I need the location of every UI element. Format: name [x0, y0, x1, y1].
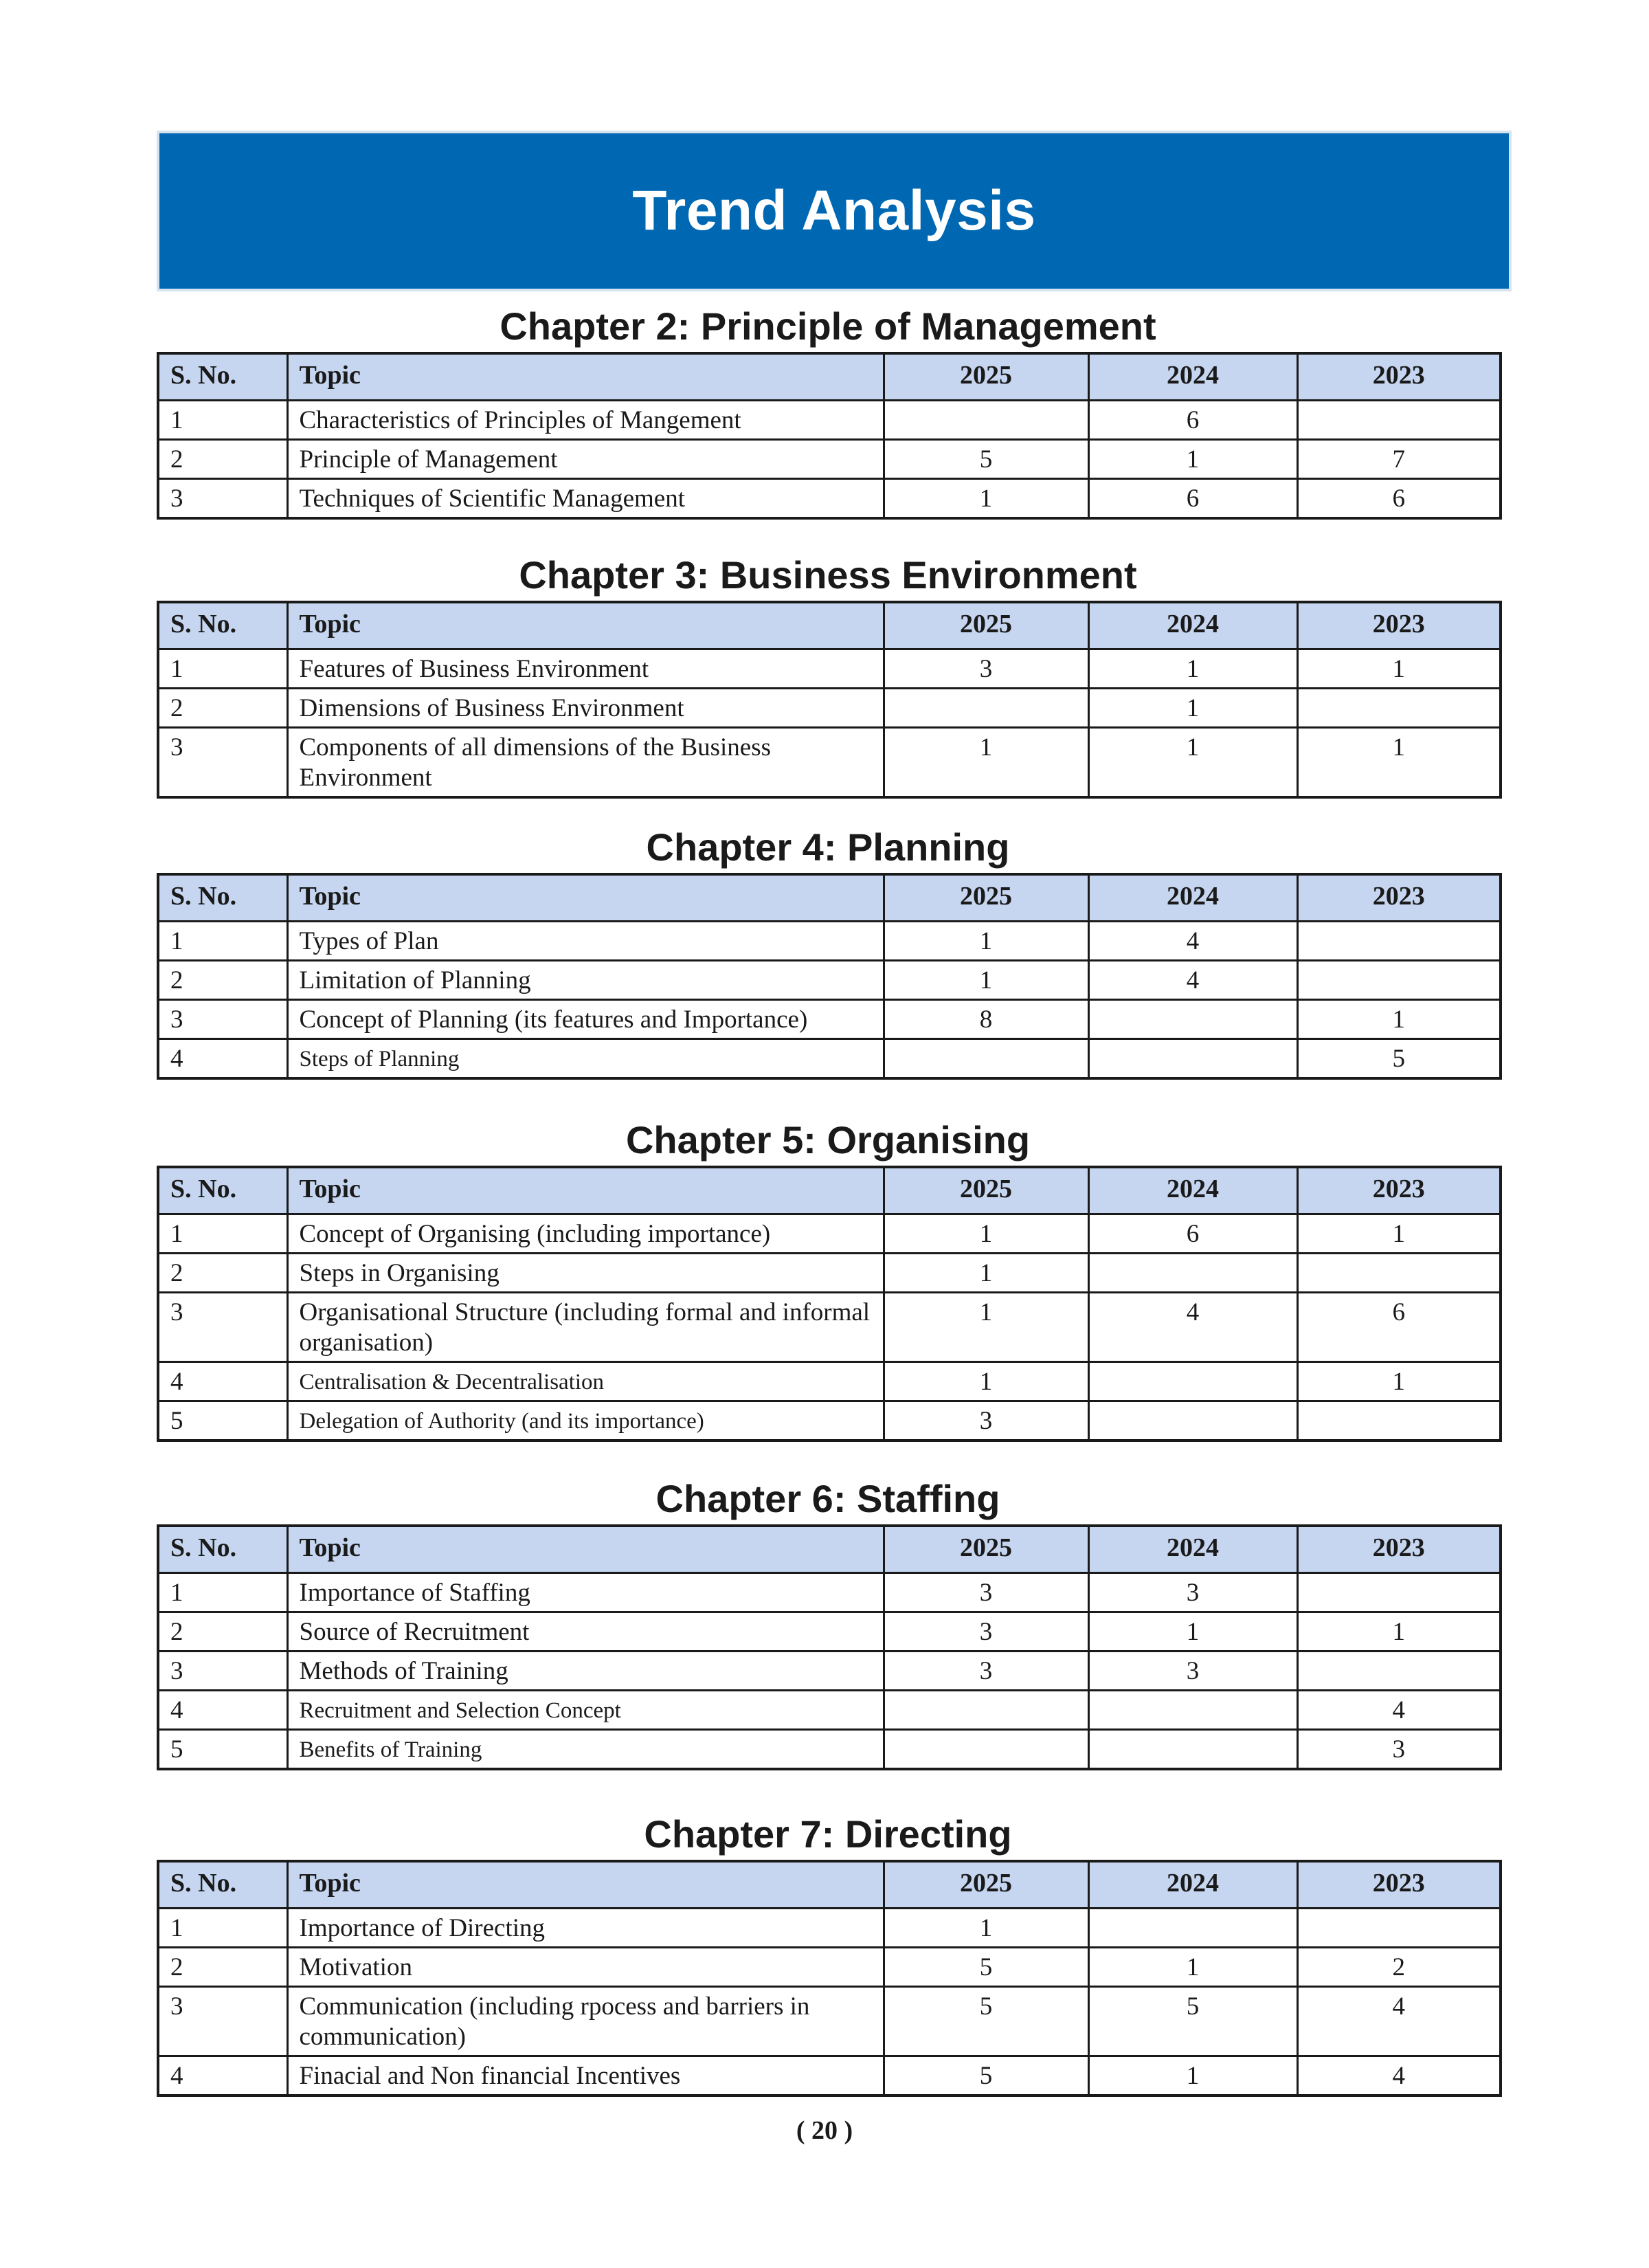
- trend-table: [157, 873, 1502, 1080]
- cell-2023: [1297, 960, 1501, 999]
- cell-sno: 1: [158, 649, 287, 688]
- header-sno: S. No.: [158, 602, 287, 649]
- cell-topic: Finacial and Non financial Incentives: [287, 2056, 884, 2095]
- cell-topic: Principle of Management: [287, 439, 884, 478]
- cell-2023: 2: [1297, 1947, 1501, 1986]
- header-topic: Topic: [287, 353, 884, 400]
- cell-2023: 1: [1297, 1361, 1501, 1401]
- header-2025: 2025: [884, 1167, 1088, 1214]
- table-header-row: [158, 353, 1501, 400]
- table-row: [158, 1651, 1501, 1690]
- header-sno: S. No.: [158, 353, 287, 400]
- table-header-row: [158, 874, 1501, 921]
- cell-2025: 5: [884, 2056, 1088, 2095]
- cell-2023: 1: [1297, 1612, 1501, 1651]
- cell-2023: 1: [1297, 649, 1501, 688]
- table-row: [158, 400, 1501, 439]
- header-2023: 2023: [1297, 1526, 1501, 1572]
- cell-2025: 5: [884, 1947, 1088, 1986]
- cell-sno: 2: [158, 960, 287, 999]
- table-row: [158, 1986, 1501, 2056]
- cell-sno: 1: [158, 400, 287, 439]
- trend-table: [157, 352, 1502, 520]
- header-sno: S. No.: [158, 1167, 287, 1214]
- header-2024: 2024: [1088, 1167, 1297, 1214]
- cell-topic: Limitation of Planning: [287, 960, 884, 999]
- cell-2024: 1: [1088, 439, 1297, 478]
- chapter-section: [157, 1115, 1499, 1442]
- table-row: [158, 1038, 1501, 1078]
- cell-2024: 4: [1088, 1292, 1297, 1361]
- header-sno: S. No.: [158, 1861, 287, 1908]
- cell-2024: [1088, 1038, 1297, 1078]
- cell-2025: 1: [884, 960, 1088, 999]
- cell-topic: Concept of Organising (including importance): [287, 1214, 884, 1253]
- cell-sno: 5: [158, 1729, 287, 1769]
- chapter-title: Chapter 3: Business Environment: [519, 553, 1137, 597]
- cell-topic: Components of all dimensions of the Business Environment: [287, 727, 884, 797]
- cell-2025: 1: [884, 727, 1088, 797]
- cell-topic: Centralisation & Decentralisation: [287, 1361, 884, 1401]
- cell-sno: 1: [158, 1908, 287, 1947]
- cell-2023: 6: [1297, 478, 1501, 518]
- chapter-title: Chapter 6: Staffing: [655, 1477, 1000, 1520]
- cell-topic: Steps of Planning: [287, 1038, 884, 1078]
- cell-sno: 4: [158, 1038, 287, 1078]
- cell-2025: 8: [884, 999, 1088, 1038]
- cell-2023: 7: [1297, 439, 1501, 478]
- cell-2023: [1297, 688, 1501, 727]
- cell-sno: 3: [158, 1986, 287, 2056]
- header-2025: 2025: [884, 353, 1088, 400]
- cell-2025: [884, 688, 1088, 727]
- cell-sno: 1: [158, 1214, 287, 1253]
- table-row: [158, 960, 1501, 999]
- chapter-section: [157, 301, 1499, 520]
- cell-topic: Organisational Structure (including formal and informal organisation): [287, 1292, 884, 1361]
- trend-table: [157, 1860, 1502, 2097]
- cell-2023: 4: [1297, 2056, 1501, 2095]
- cell-2024: 3: [1088, 1572, 1297, 1612]
- cell-topic: Source of Recruitment: [287, 1612, 884, 1651]
- cell-topic: Motivation: [287, 1947, 884, 1986]
- cell-2025: [884, 1729, 1088, 1769]
- cell-sno: 2: [158, 1253, 287, 1292]
- cell-topic: Concept of Planning (its features and Importance): [287, 999, 884, 1038]
- cell-2024: [1088, 1729, 1297, 1769]
- header-2025: 2025: [884, 874, 1088, 921]
- table-row: [158, 1214, 1501, 1253]
- table-row: [158, 2056, 1501, 2095]
- table-row: [158, 1690, 1501, 1729]
- chapter-section: [157, 1809, 1499, 2097]
- cell-2024: 1: [1088, 2056, 1297, 2095]
- header-2024: 2024: [1088, 874, 1297, 921]
- header-topic: Topic: [287, 1167, 884, 1214]
- cell-sno: 3: [158, 999, 287, 1038]
- cell-2024: 1: [1088, 1612, 1297, 1651]
- cell-2024: 6: [1088, 478, 1297, 518]
- header-sno: S. No.: [158, 874, 287, 921]
- cell-2025: [884, 1690, 1088, 1729]
- header-2023: 2023: [1297, 1167, 1501, 1214]
- cell-topic: Features of Business Environment: [287, 649, 884, 688]
- chapter-title: Chapter 7: Directing: [644, 1812, 1012, 1856]
- cell-2023: 4: [1297, 1986, 1501, 2056]
- header-2023: 2023: [1297, 874, 1501, 921]
- header-2025: 2025: [884, 602, 1088, 649]
- table-row: [158, 1292, 1501, 1361]
- cell-topic: Delegation of Authority (and its importance): [287, 1401, 884, 1441]
- cell-sno: 2: [158, 1612, 287, 1651]
- table-row: [158, 688, 1501, 727]
- cell-2025: 1: [884, 1214, 1088, 1253]
- cell-sno: 4: [158, 2056, 287, 2095]
- cell-2024: 1: [1088, 727, 1297, 797]
- cell-2025: 1: [884, 921, 1088, 960]
- cell-topic: Importance of Staffing: [287, 1572, 884, 1612]
- cell-topic: Importance of Directing: [287, 1908, 884, 1947]
- header-2023: 2023: [1297, 602, 1501, 649]
- header-topic: Topic: [287, 874, 884, 921]
- table-row: [158, 1908, 1501, 1947]
- table-row: [158, 478, 1501, 518]
- cell-topic: Dimensions of Business Environment: [287, 688, 884, 727]
- cell-sno: 2: [158, 439, 287, 478]
- cell-topic: Techniques of Scientific Management: [287, 478, 884, 518]
- chapter-title: Chapter 4: Planning: [646, 825, 1010, 869]
- table-row: [158, 1612, 1501, 1651]
- cell-2024: [1088, 999, 1297, 1038]
- cell-2024: 6: [1088, 400, 1297, 439]
- table-header-row: [158, 1167, 1501, 1214]
- chapter-section: [157, 550, 1499, 799]
- cell-2024: 4: [1088, 960, 1297, 999]
- cell-2024: 1: [1088, 688, 1297, 727]
- trend-table: [157, 1524, 1502, 1770]
- cell-2023: 1: [1297, 999, 1501, 1038]
- table-row: [158, 1947, 1501, 1986]
- chapter-title: Chapter 2: Principle of Management: [500, 304, 1156, 348]
- cell-2023: 6: [1297, 1292, 1501, 1361]
- header-topic: Topic: [287, 1861, 884, 1908]
- table-header-row: [158, 1861, 1501, 1908]
- cell-2024: [1088, 1361, 1297, 1401]
- cell-2024: [1088, 1690, 1297, 1729]
- cell-2023: [1297, 1253, 1501, 1292]
- cell-2025: [884, 400, 1088, 439]
- cell-sno: 2: [158, 1947, 287, 1986]
- header-2024: 2024: [1088, 602, 1297, 649]
- cell-2023: 3: [1297, 1729, 1501, 1769]
- cell-2025: 5: [884, 439, 1088, 478]
- table-row: [158, 439, 1501, 478]
- table-row: [158, 1572, 1501, 1612]
- cell-2025: 3: [884, 649, 1088, 688]
- cell-sno: 3: [158, 1292, 287, 1361]
- cell-topic: Methods of Training: [287, 1651, 884, 1690]
- cell-2025: 3: [884, 1651, 1088, 1690]
- header-2024: 2024: [1088, 1526, 1297, 1572]
- cell-topic: Recruitment and Selection Concept: [287, 1690, 884, 1729]
- page-title: Trend Analysis: [632, 179, 1036, 242]
- chapter-section: [157, 822, 1499, 1080]
- cell-sno: 2: [158, 688, 287, 727]
- header-topic: Topic: [287, 1526, 884, 1572]
- cell-2025: [884, 1038, 1088, 1078]
- cell-2023: 1: [1297, 727, 1501, 797]
- cell-2024: [1088, 1908, 1297, 1947]
- cell-2025: 1: [884, 478, 1088, 518]
- cell-sno: 4: [158, 1361, 287, 1401]
- cell-topic: Communication (including rpocess and barriers in communication): [287, 1986, 884, 2056]
- cell-topic: Benefits of Training: [287, 1729, 884, 1769]
- cell-2025: 1: [884, 1292, 1088, 1361]
- table-row: [158, 1361, 1501, 1401]
- header-topic: Topic: [287, 602, 884, 649]
- cell-2024: 1: [1088, 1947, 1297, 1986]
- cell-2024: [1088, 1253, 1297, 1292]
- table-row: [158, 1401, 1501, 1441]
- header-2025: 2025: [884, 1861, 1088, 1908]
- header-2024: 2024: [1088, 353, 1297, 400]
- cell-sno: 4: [158, 1690, 287, 1729]
- cell-2025: 3: [884, 1572, 1088, 1612]
- header-2023: 2023: [1297, 353, 1501, 400]
- cell-2025: 3: [884, 1612, 1088, 1651]
- cell-2023: 1: [1297, 1214, 1501, 1253]
- cell-topic: Characteristics of Principles of Mangement: [287, 400, 884, 439]
- table-row: [158, 1253, 1501, 1292]
- header-sno: S. No.: [158, 1526, 287, 1572]
- cell-2025: 3: [884, 1401, 1088, 1441]
- trend-table: [157, 1166, 1502, 1442]
- cell-sno: 3: [158, 1651, 287, 1690]
- table-row: [158, 999, 1501, 1038]
- cell-2025: 5: [884, 1986, 1088, 2056]
- header-2023: 2023: [1297, 1861, 1501, 1908]
- cell-sno: 3: [158, 478, 287, 518]
- cell-2023: [1297, 1572, 1501, 1612]
- trend-table: [157, 601, 1502, 799]
- cell-2024: 3: [1088, 1651, 1297, 1690]
- cell-2024: [1088, 1401, 1297, 1441]
- table-header-row: [158, 1526, 1501, 1572]
- cell-2024: 1: [1088, 649, 1297, 688]
- cell-2023: [1297, 1401, 1501, 1441]
- table-row: [158, 921, 1501, 960]
- cell-2023: [1297, 400, 1501, 439]
- chapter-title: Chapter 5: Organising: [625, 1118, 1031, 1161]
- cell-2023: [1297, 1908, 1501, 1947]
- page-title-banner: [157, 131, 1512, 291]
- cell-sno: 5: [158, 1401, 287, 1441]
- cell-2024: 5: [1088, 1986, 1297, 2056]
- cell-2025: 1: [884, 1361, 1088, 1401]
- cell-sno: 1: [158, 921, 287, 960]
- cell-2023: [1297, 1651, 1501, 1690]
- header-2024: 2024: [1088, 1861, 1297, 1908]
- cell-2025: 1: [884, 1253, 1088, 1292]
- cell-topic: Types of Plan: [287, 921, 884, 960]
- header-2025: 2025: [884, 1526, 1088, 1572]
- chapter-section: [157, 1474, 1499, 1770]
- table-row: [158, 649, 1501, 688]
- cell-2023: [1297, 921, 1501, 960]
- cell-2024: 4: [1088, 921, 1297, 960]
- table-row: [158, 1729, 1501, 1769]
- cell-sno: 1: [158, 1572, 287, 1612]
- cell-sno: 3: [158, 727, 287, 797]
- table-header-row: [158, 602, 1501, 649]
- cell-2025: 1: [884, 1908, 1088, 1947]
- table-row: [158, 727, 1501, 797]
- page-number: ( 20 ): [796, 2116, 853, 2145]
- cell-2024: 6: [1088, 1214, 1297, 1253]
- cell-topic: Steps in Organising: [287, 1253, 884, 1292]
- cell-2023: 4: [1297, 1690, 1501, 1729]
- cell-2023: 5: [1297, 1038, 1501, 1078]
